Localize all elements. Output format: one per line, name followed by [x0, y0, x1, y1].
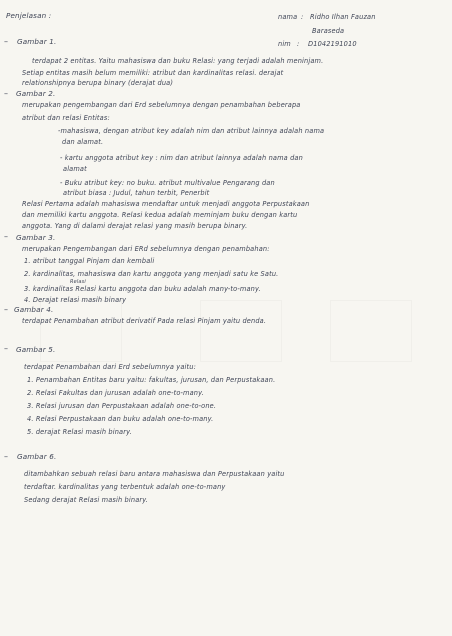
page-title: Penjelasan :	[6, 11, 52, 20]
paragraph-line: -mahasiswa, dengan atribut key adalah nim dan atribut lainnya adalah nama	[58, 127, 325, 135]
paragraph-line: merupakan pengembangan dari Erd sebelumnya dengan penambahan beberapa	[22, 101, 301, 109]
bullet-dash: –	[4, 452, 8, 461]
bullet-dash: –	[4, 305, 8, 314]
paragraph-line: Sedang derajat Relasi masih binary.	[24, 496, 149, 504]
document-page: Penjelasan : nama : Ridho Ilhan Fauzan Baraseda nim : D1042191010 – Gambar 1. terdapat 2 entitas. Yaitu mahasiswa dan buku Relasi: yang terjadi adalah meninjam. Setiap entitas masih belum memiliki: atribut dan kardinalitas relasi. derajat relationshipnya berupa binary (derajat dua) – Gambar 2. merupakan pengembangan dari Erd sebelumnya dengan penambahan beberapa atribut dan relasi Entitas: -mahasiswa, dengan atribut key adalah nim dan atribut lainnya adalah nama dan alamat. - kartu anggota atribut key : nim dan atribut lainnya adalah nama dan alamat - Buku atribut key: no buku. atribut multivalue Pengarang dan atribut biasa : Judul, tahun terbit, Penerbit Relasi Pertama adalah mahasiswa mendaftar untuk menjadi anggota Perpustakaan dan memiliki kartu anggota. Relasi kedua adalah meminjam buku dengan kartu anggota. Yang di dalami derajat relasi yang masih berupa binary. – Gambar 3. merupakan Pengembangan dari ERd sebelumnya dengan penambahan: 1. atribut tanggal Pinjam dan kembali 2. kardinalitas, mahasiswa dan kartu anggota yang menjadi satu ke Satu. Relasi 3. kardinalitas Relasi kartu anggota dan buku adalah many-to-many. 4. Derajat relasi masih binary – Gambar 4. terdapat Penambahan atribut derivatif Pada relasi Pinjam yaitu denda. – Gambar 5. terdapat Penambahan dari Erd sebelumnya yaitu: 1. Penambahan Entitas baru yaitu: fakultas, jurusan, dan Perpustakaan. 2. Relasi Fakultas dan jurusan adalah one-to-many. 3. Relasi jurusan dan Perpustakaan adalah one-to-one. 4. Relasi Perpustakaan dan buku adalah one-to-many. 5. derajat Relasi masih binary. – Gambar 6. ditambahkan sebuah relasi baru antara mahasiswa dan Perpustakaan yaitu terdaftar. kardinalitas yang terbentuk adalah one-to-many Sedang derajat Relasi masih binary.	[0, 0, 452, 636]
paragraph-line: terdapat 2 entitas. Yaitu mahasiswa dan buku Relasi: yang terjadi adalah meninjam.	[32, 57, 324, 65]
list-item: 4. Relasi Perpustakaan dan buku adalah one-to-many.	[27, 415, 214, 423]
paragraph-line: - kartu anggota atribut key : nim dan atribut lainnya adalah nama dan	[60, 154, 303, 162]
nama-label: nama	[278, 13, 298, 21]
section-title-gambar-5: Gambar 5.	[16, 345, 56, 354]
paragraph-line: anggota. Yang di dalami derajat relasi yang masih berupa binary.	[22, 222, 248, 230]
nama-value-line2: Baraseda	[312, 27, 345, 35]
inserted-word: Relasi	[70, 279, 86, 285]
list-item: 3. kardinalitas Relasi kartu anggota dan buku adalah many-to-many.	[24, 285, 261, 293]
section-title-gambar-4: Gambar 4.	[14, 305, 54, 314]
paragraph-line: atribut dan relasi Entitas:	[22, 114, 110, 122]
paragraph-line: ditambahkan sebuah relasi baru antara mahasiswa dan Perpustakaan yaitu	[24, 470, 285, 478]
paragraph-line: Setiap entitas masih belum memiliki: atribut dan kardinalitas relasi. derajat	[22, 69, 284, 77]
list-item: 5. derajat Relasi masih binary.	[27, 428, 132, 436]
bullet-dash: –	[4, 89, 8, 98]
paragraph-line: alamat	[63, 165, 87, 173]
paper-watermark	[330, 300, 412, 362]
nama-value: Ridho Ilhan Fauzan	[310, 13, 376, 21]
paragraph-line: relationshipnya berupa binary (derajat dua)	[22, 79, 174, 87]
section-title-gambar-6: Gambar 6.	[17, 452, 57, 461]
paragraph-line: dan alamat.	[62, 138, 104, 146]
paper-watermark	[200, 300, 282, 362]
paragraph-line: Relasi Pertama adalah mahasiswa mendaftar untuk menjadi anggota Perpustakaan	[22, 200, 310, 208]
section-title-gambar-2: Gambar 2.	[16, 89, 56, 98]
paragraph-line: terdapat Penambahan atribut derivatif Pada relasi Pinjam yaitu denda.	[22, 317, 267, 325]
list-item: 3. Relasi jurusan dan Perpustakaan adalah one-to-one.	[27, 402, 217, 410]
list-item: 1. atribut tanggal Pinjam dan kembali	[24, 257, 155, 265]
paragraph-line: atribut biasa : Judul, tahun terbit, Penerbit	[63, 189, 210, 197]
paragraph-line: merupakan Pengembangan dari ERd sebelumnya dengan penambahan:	[22, 245, 270, 253]
nim-value: D1042191010	[308, 40, 357, 48]
paragraph-line: dan memiliki kartu anggota. Relasi kedua adalah meminjam buku dengan kartu	[22, 211, 298, 219]
bullet-dash: –	[4, 232, 8, 241]
paragraph-line: - Buku atribut key: no buku. atribut multivalue Pengarang dan	[60, 179, 275, 187]
nim-label: nim	[278, 40, 291, 48]
section-title-gambar-3: Gambar 3.	[16, 233, 56, 242]
paragraph-line: terdapat Penambahan dari Erd sebelumnya yaitu:	[24, 363, 196, 371]
bullet-dash: –	[4, 344, 8, 353]
section-title-gambar-1: Gambar 1.	[17, 37, 57, 46]
paragraph-line: terdaftar. kardinalitas yang terbentuk adalah one-to-many	[24, 483, 226, 491]
bullet-dash: –	[4, 37, 8, 46]
list-item: 2. kardinalitas, mahasiswa dan kartu anggota yang menjadi satu ke Satu.	[24, 270, 279, 278]
list-item: 2. Relasi Fakultas dan jurusan adalah one-to-many.	[27, 389, 204, 397]
list-item: 4. Derajat relasi masih binary	[24, 296, 127, 304]
list-item: 1. Penambahan Entitas baru yaitu: fakultas, jurusan, dan Perpustakaan.	[27, 376, 276, 384]
